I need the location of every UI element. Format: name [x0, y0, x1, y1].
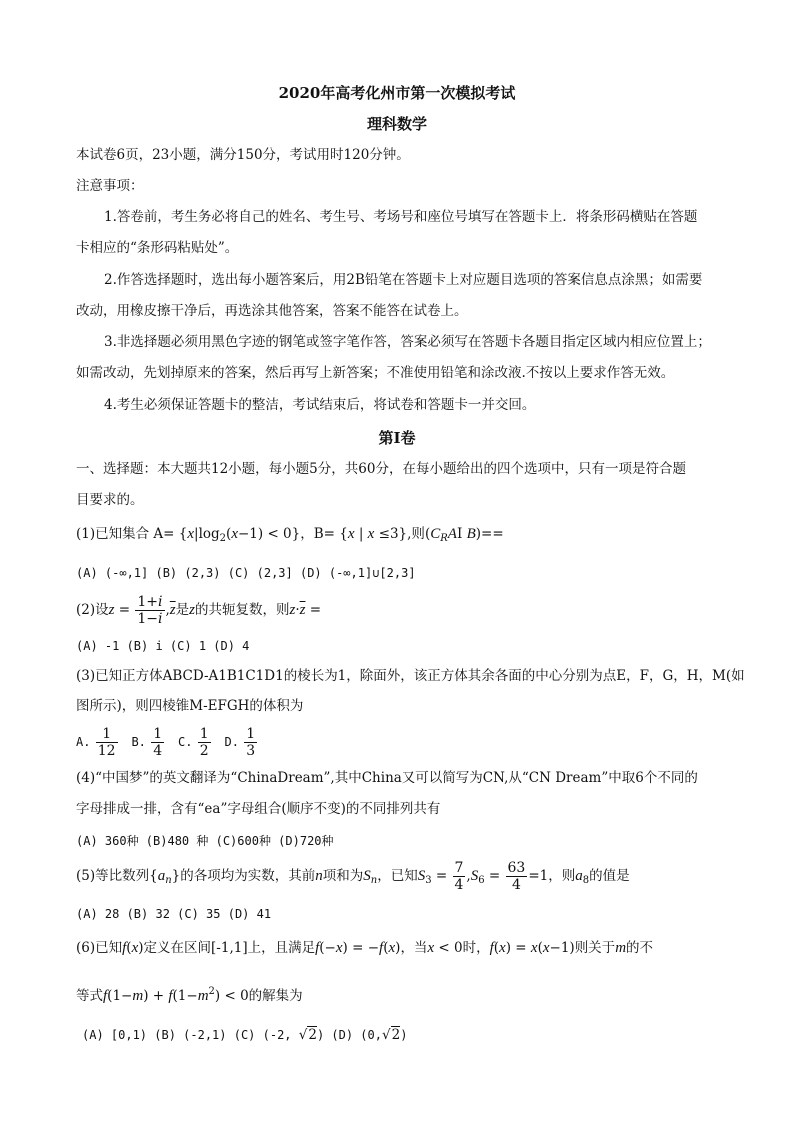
notice-title: 注意事项：: [76, 178, 144, 194]
subject-title: 理科数学: [366, 115, 427, 133]
question-3-cont: 图所示)，则四棱锥M-EFGH的体积为: [76, 698, 304, 714]
exam-info: 本试卷6页，23小题，满分150分，考试用时120分钟。: [76, 147, 410, 163]
note-2-cont: 改动，用橡皮擦干净后，再选涂其他答案，答案不能答在试卷上。: [76, 303, 468, 319]
question-5: (5)等比数列$\{a_n\}$的各项均为实数，其前n项和为$S_n$，已知$S_3$ = $\frac{7}{4}$ $,S_6$ = $\frac{63}{4}$ =1，则$a_8$的值是: [76, 860, 630, 893]
question-3-options: A. $\frac{1}{12}$ B. $\frac{1}{4}$ C. $\frac{1}{2}$ D. $\frac{1}{3}$: [76, 726, 256, 759]
note-4: 4.考生必须保证答题卡的整洁，考试结束后，将试卷和答题卡一并交回。: [104, 397, 536, 413]
section-instruction: 一、选择题：本大题共12小题，每小题5分，共60分，在每小题给出的四个选项中，只有一项是符合题: [76, 461, 686, 477]
question-5-options: (A) 28 (B) 32 (C) 35 (D) 41: [76, 907, 272, 921]
note-1: 1.答卷前，考生务必将自己的姓名、考生号、考场号和座位号填写在答题卡上．将条形码横贴在答题: [104, 209, 698, 225]
exam-title: 2020年高考化州市第一次模拟考试: [278, 84, 516, 102]
question-2: (2)设z = $\frac{1+i}{1-i}$ $,\overline{z}$是z的共轭复数，则$z\cdot\overline{z}$ =: [76, 594, 322, 627]
question-6-options: (A) [0,1) (B) (-2,1) (C) (-2, √2) (D) (0,√2): [82, 1027, 408, 1043]
question-2-options: (A) -1 (B) i (C) 1 (D) 4: [76, 639, 250, 653]
note-3-cont: 如需改动，先划掉原来的答案，然后再写上新答案；不准使用铅笔和涂改液.不按以上要求作答无效。: [76, 365, 675, 381]
question-3: (3)已知正方体ABCD-A1B1C1D1的棱长为1，除面外，该正方体其余各面的中心分别为点E，F，G，H，M(如: [76, 668, 745, 684]
question-6: (6)已知f(x)定义在区间[-1,1]上，且满足f(−x) = −f(x)，当x < 0时，f(x) = x(x−1)则关于m的不: [76, 940, 654, 956]
note-3: 3.非选择题必须用黑色字迹的钢笔或签字笔作答，答案必须写在答题卡各题目指定区域内相应位置上；: [104, 334, 711, 350]
question-4-options: (A) 360种 (B)480 种 (C)600种 (D)720种: [76, 834, 334, 848]
question-1-options: (A) (-∞,1] (B) (2,3) (C) (2,3] (D) (-∞,1]∪[2,3]: [76, 566, 416, 580]
question-1: (1)已知集合 $A= \{x|\log_2(x-1) < 0\}$，B= {x | x ≤3},则($C_RAI$ B)==: [76, 526, 504, 544]
sqrt-symbol: √: [381, 1027, 391, 1043]
question-6-cont: 等式$f(1-m) + f(1-m^2) < 0$的解集为: [76, 986, 303, 1004]
fraction: $\frac{1+i}{1-i}$: [137, 594, 163, 627]
section-instruction-cont: 目要求的。: [76, 492, 144, 508]
question-4: (4)“中国梦”的英文翻译为“ChinaDream”,其中China又可以简写为CN,从“CN Dream”中取6个不同的: [76, 770, 698, 786]
section-title: 第Ⅰ卷: [378, 429, 416, 447]
question-4-cont: 字母排成一排，含有“ea”字母组合(顺序不变)的不同排列共有: [76, 801, 441, 817]
note-1-cont: 卡相应的“条形码粘贴处”。: [76, 240, 239, 256]
sqrt-symbol: √: [298, 1027, 308, 1043]
note-2: 2.作答选择题时，选出每小题答案后，用2B铅笔在答题卡上对应题目选项的答案信息点涂黑；如需要: [104, 272, 703, 288]
